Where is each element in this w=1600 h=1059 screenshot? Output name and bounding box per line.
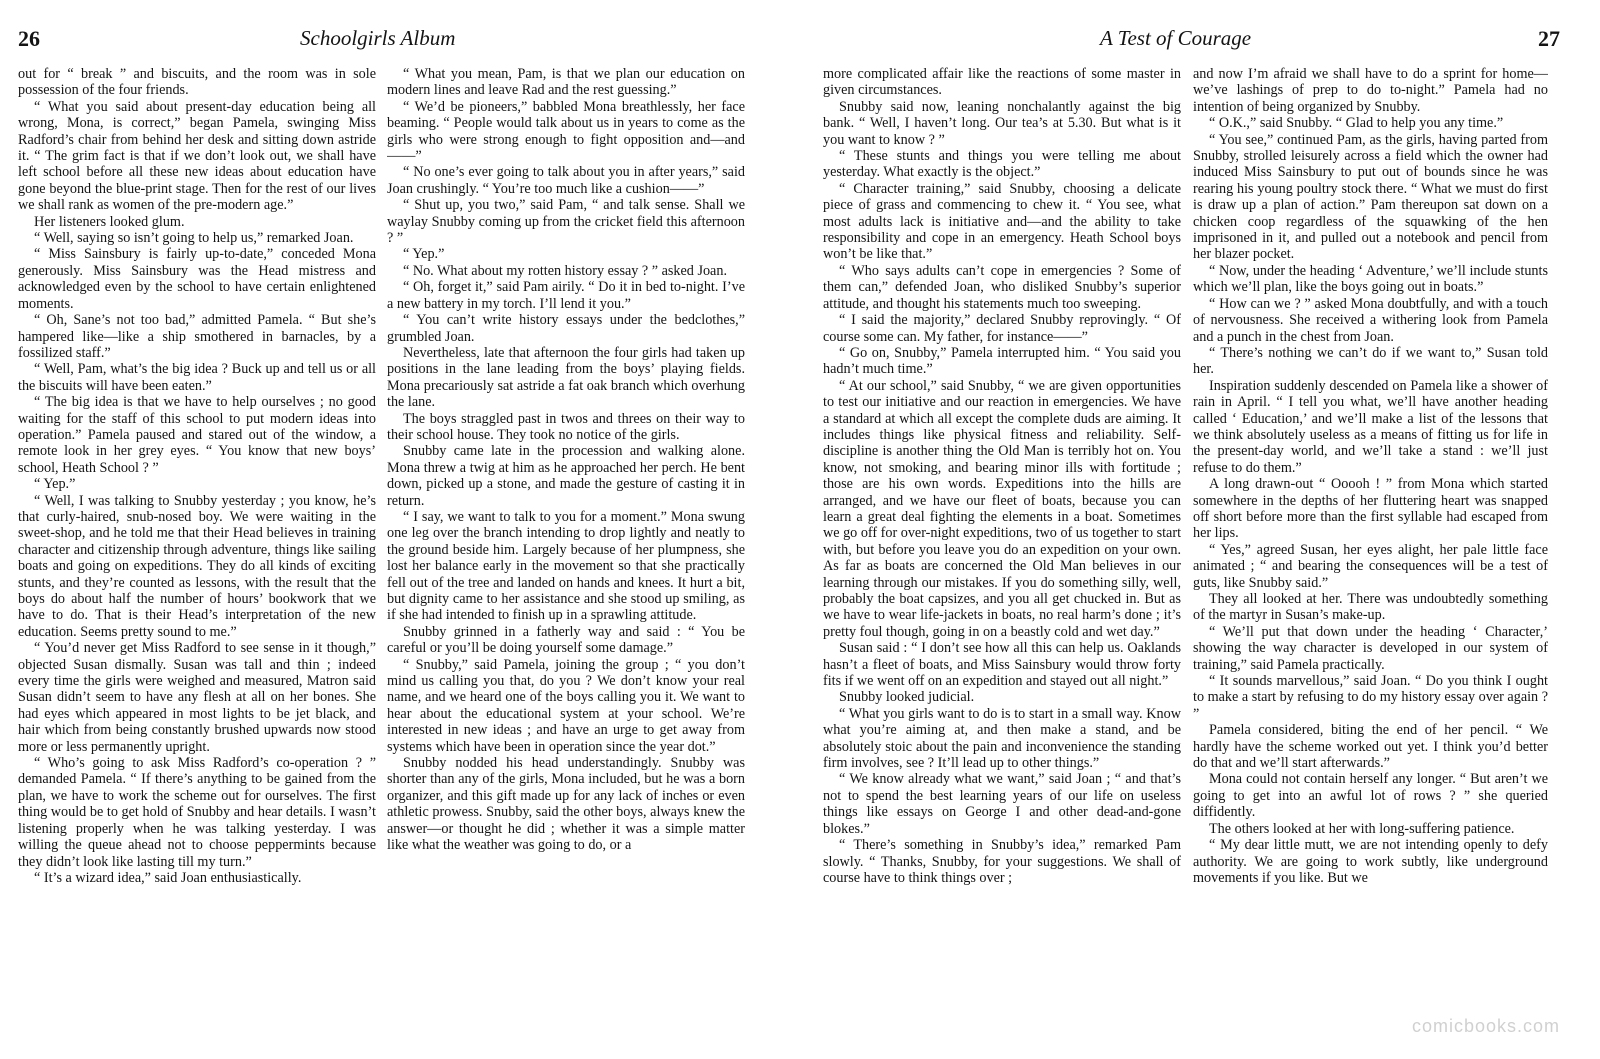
left-page-header xyxy=(0,26,785,56)
paragraph: out for “ break ” and biscuits, and the room was in sole possession of the four friends. xyxy=(18,66,376,99)
paragraph: Mona could not contain herself any longer. “ But aren’t we going to get into an awful lot of rows ? ” she queried diffidently. xyxy=(1193,771,1548,821)
paragraph: Snubby nodded his head understandingly. Snubby was shorter than any of the girls, Mona included, but he was a born organizer, and this gift made up for any lack of inches or even athletic prowess. Snubby, said the other boys, always knew the answer—or thought he did ; whether it was a simple matter like what the weather was going to do, or a xyxy=(387,755,745,854)
paragraph: “ Go on, Snubby,” Pamela interrupted him. “ You said you hadn’t much time.” xyxy=(823,344,1181,378)
paragraph: “ You’d never get Miss Radford to see sense in it though,” objected Susan dismally. Susan was tall and thin ; indeed every time the girls were weighed and measured, Matron said Susan didn’t seem to have any flesh at all on her bones. She had eyes which appeared in most lights to be jet black, and hair which from being constantly brushed upwards now stood more or less permanently upright. xyxy=(18,640,376,755)
paragraph: “ We know already what we want,” said Joan ; “ and that’s not to spend the best learning years of our life on useless things like essays on George I and other dead-and-gone blokes.” xyxy=(823,771,1181,837)
paragraph: Inspiration suddenly descended on Pamela like a shower of rain in April. “ I tell you what, we’ll have another heading called ‘ Education,’ and we’ll make a list of the lessons that we think absolutely useless as a means of fitting us for life in the present-day world, and we’ll take a stand : we’ll just refuse to do them.” xyxy=(1193,377,1548,476)
text-column xyxy=(387,66,745,1041)
paragraph: “ The big idea is that we have to help ourselves ; no good waiting for the staff of this school to put modern ideas into operation.” Pamela paused and stared out of the window, a remote look in her grey eyes. “ You know that new boys’ school, Heath School ? ” xyxy=(18,394,376,476)
paragraph: The boys straggled past in twos and threes on their way to their school house. They took no notice of the girls. xyxy=(387,410,745,443)
text-column xyxy=(1193,66,1548,1041)
book-gutter xyxy=(785,0,815,1059)
running-title: A Test of Courage xyxy=(1100,26,1252,50)
paragraph: “ Well, I was talking to Snubby yesterday ; you know, he’s that curly-haired, snub-nosed boy. We were waiting in the sweet-shop, and he told me that their Head believes in training character and citizenship through adventure, things like sailing boats and going on expeditions. They do all kinds of exciting stunts, and they’re counted as lessons, with the result that the boys do about half the number of hours’ bookwork that we have to do. That is their Head’s interpretation of the new education. Seems pretty sound to me.” xyxy=(18,492,376,640)
paragraph: “ Yep.” xyxy=(403,246,445,263)
paragraph: Susan said : “ I don’t see how all this can help us. Oaklands hasn’t a fleet of boats, and Miss Sainsbury would throw forty fits if we went off on an expedition and stayed out all night.” xyxy=(823,640,1181,690)
paragraph: more complicated affair like the reactions of some master in given circumstances. xyxy=(823,66,1181,99)
paragraph: Snubby grinned in a fatherly way and said : “ You be careful or you’ll be doing yourself some damage.” xyxy=(387,623,745,657)
paragraph: “ Now, under the heading ‘ Adventure,’ we’ll include stunts which we’ll plan, like the boys going out in boats.” xyxy=(1193,262,1548,296)
right-page xyxy=(815,0,1600,1059)
paragraph: and now I’m afraid we shall have to do a sprint for home—we’ve lashings of prep to do to-night.” Pamela had no intention of being organized by Snubby. xyxy=(1193,66,1548,115)
paragraph: “ You can’t write history essays under the bedclothes,” grumbled Joan. xyxy=(387,312,745,345)
paragraph: Her listeners looked glum. xyxy=(34,213,185,230)
paragraph: Snubby looked judicial. xyxy=(839,689,975,706)
paragraph: “ Oh, forget it,” said Pam airily. “ Do it in bed to-night. I’ve a new battery in my torch. I’ll lend it you.” xyxy=(387,279,745,312)
running-title: Schoolgirls Album xyxy=(300,26,456,50)
page-number: 27 xyxy=(1538,26,1560,51)
watermark: comicbooks.com xyxy=(1411,1016,1560,1036)
paragraph: A long drawn-out “ Ooooh ! ” from Mona which started somewhere in the depths of her fluttering heart was snapped off short before more than the first syllable had escaped from her lips. xyxy=(1193,476,1548,542)
paragraph: “ Snubby,” said Pamela, joining the group ; “ you don’t mind us calling you that, do you ? We don’t know your real name, and we heard one of the boys calling you it. We want to hear about the educational system at your school. We’re interested in new ideas ; and have an urge to get away from systems which have been in operation since the year dot.” xyxy=(387,656,745,755)
paragraph: “ Who says adults can’t cope in emergencies ? Some of them can,” defended Joan, who disliked Snubby’s superior attitude, and thought his statements much too sweeping. xyxy=(823,262,1181,312)
paragraph: Nevertheless, late that afternoon the four girls had taken up positions in the lane leading from the boys’ playing fields. Mona precariously sat astride a fat oak branch which overhung the lane. xyxy=(387,344,745,411)
paragraph: “ What you said about present-day education being all wrong, Mona, is correct,” began Pamela, swinging Miss Radford’s chair from behind her desk and sitting down astride it. “ The grim fact is that if we don’t look out, we shall have left school before all these new ideas about education have gone beyond the blue-print stage. Then for the rest of our lives we shall rank as women of the pre-modern age.” xyxy=(18,98,376,214)
paragraph: “ We’ll put that down under the heading ‘ Character,’ showing the way character is developed in our system of training,” said Pamela practically. xyxy=(1193,623,1548,673)
paragraph: “ Who’s going to ask Miss Radford’s co-operation ? ” demanded Pamela. “ If there’s anything to be gained from the plan, we have to work the scheme out for ourselves. The first thing would be to get hold of Snubby and hear details. I wasn’t listening properly when he was talking yesterday. I was willing the queue ahead not to choose peppermints because they didn’t look like lasting till my turn.” xyxy=(18,755,376,870)
paragraph: Pamela considered, biting the end of her pencil. “ We hardly have the scheme worked out yet. I think you’d better do that and we’ll start afterwards.” xyxy=(1193,722,1548,772)
paragraph: “ Yes,” agreed Susan, her eyes alight, her pale little face animated ; “ and bearing the consequences will be a test of guts, like Snubby said.” xyxy=(1193,541,1548,591)
paragraph: Snubby came late in the procession and walking alone. Mona threw a twig at him as he approached her perch. He bent down, picked up a stone, and made the gesture of casting it in return. xyxy=(387,443,745,509)
paragraph: “ My dear little mutt, we are not intending openly to defy authority. We are going to work subtly, like underground movements if you like. But we xyxy=(1193,837,1548,886)
text-column xyxy=(823,66,1181,1041)
paragraph: “ You see,” continued Pam, as the girls, having parted from Snubby, strolled leisurely across a field which the owner had induced Miss Sainsbury to put out of bounds since he was rearing his young poultry stock there. “ What we must do first is draw up a plan of action.” Pam thereupon sat down on a chicken coop regardless of the squawking of the hen imprisoned in it, and pulled out a notebook and pencil from her blazer pocket. xyxy=(1193,131,1548,263)
paragraph: “ How can we ? ” asked Mona doubtfully, and with a touch of nervousness. She received a withering look from Pamela and a punch in the chest from Joan. xyxy=(1193,295,1548,345)
paragraph: The others looked at her with long-suffering patience. xyxy=(1209,820,1515,837)
paragraph: “ We’d be pioneers,” babbled Mona breathlessly, her face beaming. “ People would talk about us in years to come as the girls who were strong enough to fight opposition and—and——” xyxy=(387,98,745,165)
paragraph: “ It’s a wizard idea,” said Joan enthusiastically. xyxy=(34,869,302,886)
paragraph: “ There’s nothing we can’t do if we want to,” Susan told her. xyxy=(1193,344,1548,378)
paragraph: “ Miss Sainsbury is fairly up-to-date,” conceded Mona generously. Miss Sainsbury was the Head mistress and acknowledged even by the school to have certain enlightened moments. xyxy=(18,246,376,312)
paragraph: “ O.K.,” said Snubby. “ Glad to help you any time.” xyxy=(1209,115,1504,132)
paragraph: “ It sounds marvellous,” said Joan. “ Do you think I ought to make a start by refusing to do my history essay over again ? ” xyxy=(1193,673,1548,722)
paragraph: “ Oh, Sane’s not too bad,” admitted Pamela. “ But she’s hampered like—like a ship smothered in barnacles, by a fossilized staff.” xyxy=(18,312,376,361)
paragraph: “ There’s something in Snubby’s idea,” remarked Pam slowly. “ Thanks, Snubby, for your suggestions. We shall of course have to think things over ; xyxy=(823,837,1181,886)
paragraph: “ No one’s ever going to talk about you in after years,” said Joan crushingly. “ You’re too much like a cushion——” xyxy=(387,164,745,197)
paragraph: “ What you mean, Pam, is that we plan our education on modern lines and leave Rad and the rest guessing.” xyxy=(387,66,745,99)
left-page xyxy=(0,0,785,1059)
paragraph: They all looked at her. There was undoubtedly something of the martyr in Susan’s make-up. xyxy=(1193,591,1548,624)
paragraph: “ Shut up, you two,” said Pam, “ and talk sense. Shall we waylay Snubby coming up from the cricket field this afternoon ? ” xyxy=(387,197,745,247)
paragraph: Snubby said now, leaning nonchalantly against the big bank. “ Well, I haven’t long. Our tea’s at 5.30. But what is it you want to know ? ” xyxy=(823,98,1181,148)
right-page-header xyxy=(815,26,1600,56)
text-column xyxy=(18,66,376,1041)
page-number: 26 xyxy=(18,26,40,51)
paragraph: “ No. What about my rotten history essay ? ” asked Joan. xyxy=(403,262,727,279)
paragraph: “ Yep.” xyxy=(34,476,76,493)
paragraph: “ What you girls want to do is to start in a small way. Know what you’re aiming at, and then make a stand, and be absolutely stoic about the pain and inconvenience the standing firm involves, see ? It’ll lead up to other things.” xyxy=(823,705,1181,772)
paragraph: “ I say, we want to talk to you for a moment.” Mona swung one leg over the branch intending to drop lightly and neatly to the ground beside him. Largely because of her plumpness, she lost her balance early in the movement so that she practically fell out of the tree and landed on hands and knees. It hurt a bit, but dignity came to her assistance and she stood up smiling, as if she had intended to finish up in a sprawling attitude. xyxy=(387,508,745,624)
paragraph: “ Well, saying so isn’t going to help us,” remarked Joan. xyxy=(34,230,354,247)
paragraph: “ At our school,” said Snubby, “ we are given opportunities to test our initiative and our reaction in emergencies. We have a standard at which all except the complete duds are aiming. It includes things like physical fitness and reliability. Self-discipline is another thing the Old Man is terribly hot on. You know, not smoking, and bearing minor ills with fortitude ; those are his own words. Expeditions into the hills are arranged, and we have our fleet of boats, because you can learn a great deal fighting the elements in a boat. Sometimes we go off for over-night expeditions, two of us together to start with, but before you leave you do an expedition on your own. As far as boats are concerned the Old Man believes in our learning through our mistakes. If you do something silly, well, probably the boat capsizes, and you all get chucked in. But as we have to wear life-jackets in boats, no real harm’s done ; it’s pretty foul though, going in on a beastly cold and wet day.” xyxy=(823,377,1181,640)
paragraph: “ I said the majority,” declared Snubby reprovingly. “ Of course some can. My father, for instance——” xyxy=(823,312,1181,345)
paragraph: “ Character training,” said Snubby, choosing a delicate piece of grass and commencing to chew it. “ You see, what most adults lack is initiative and—and the ability to take responsibility and cope in an emergency. Heath School boys won’t be like that.” xyxy=(823,180,1181,263)
paragraph: “ Well, Pam, what’s the big idea ? Buck up and tell us or all the biscuits will have been eaten.” xyxy=(18,361,376,394)
paragraph: “ These stunts and things you were telling me about yesterday. What exactly is the object.” xyxy=(823,148,1181,181)
